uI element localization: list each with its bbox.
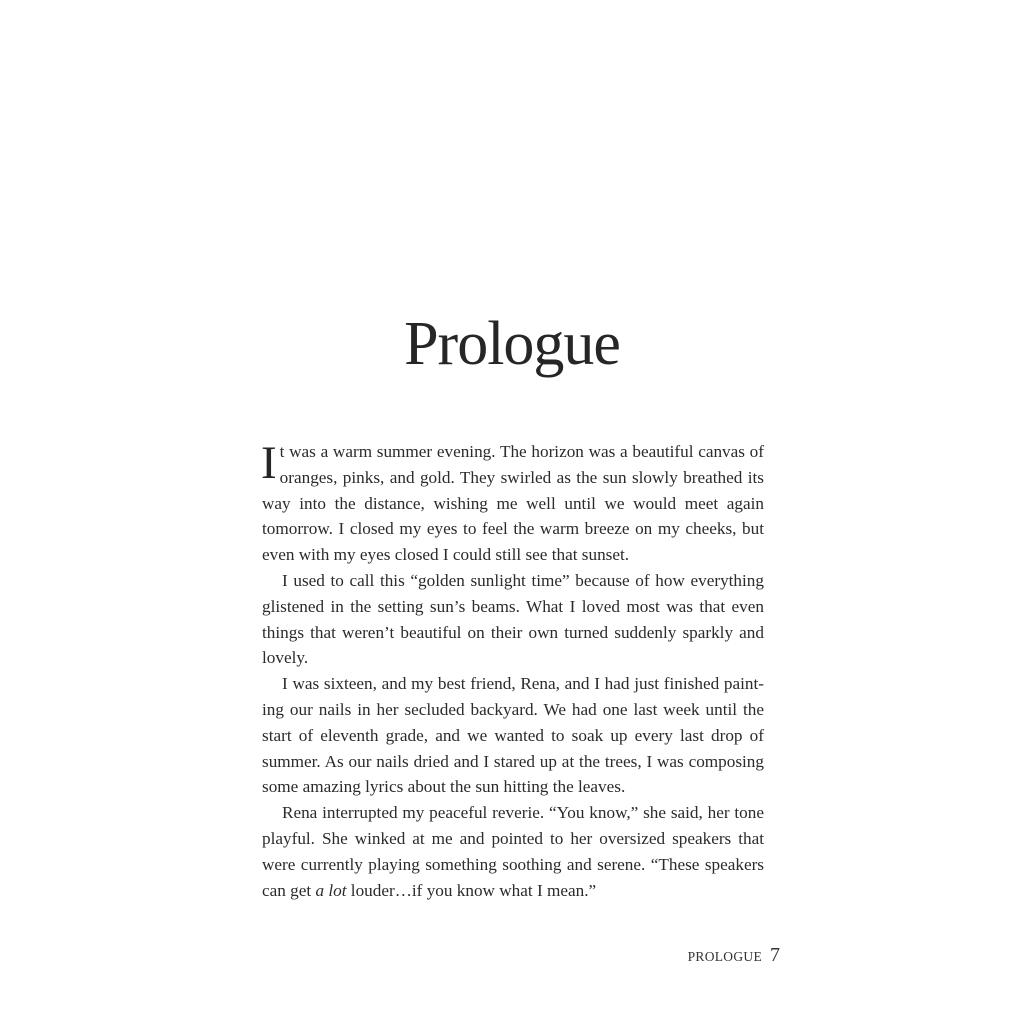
running-head: PROLOGUE	[687, 949, 762, 964]
paragraph-2: I used to call this “golden sunlight time” because of how everything glistened in the setting sun’s beams. What I loved most was that even things that weren’t beautiful on their own turned suddenly sparkly and lovely.	[262, 570, 764, 668]
paragraph-3: I was sixteen, and my best friend, Rena, and I had just finished painting our nails in her secluded backyard. We had one last week until the start of eleventh grade, and we wanted to soak up every last drop of summer. As our nails dried and I stared up at the trees, I was composing some amazing lyrics about the sun hitting the leaves.	[262, 674, 764, 797]
paragraph-4-text-before: Rena interrupted my peaceful reverie. “You know,” she said, her tone playful. She winked at me and pointed to her oversized speakers that were currently playing something soothing and serene. “These speakers can get	[262, 803, 764, 900]
paragraph-4-text-after: louder…if you know what I mean.”	[346, 880, 597, 900]
paragraph-1	[262, 439, 764, 568]
drop-cap: I	[261, 437, 277, 489]
paragraph-4-emphasis: a lot	[315, 880, 347, 900]
paragraph-1-text: t was a warm summer evening. The horizon was a beautiful canvas of oranges, pinks, and gold. They swirled as the sun slowly breathed its way into the distance, wishing me well until we would meet again tomorrow. I closed my eyes to feel the warm breeze on my cheeks, but even with my eyes closed I could still see that sunset.	[262, 442, 764, 565]
page-number: 7	[770, 944, 780, 966]
paragraph-4	[262, 800, 764, 903]
page-footer	[640, 944, 780, 967]
chapter-title: Prologue	[404, 310, 620, 378]
body-text	[262, 439, 764, 903]
